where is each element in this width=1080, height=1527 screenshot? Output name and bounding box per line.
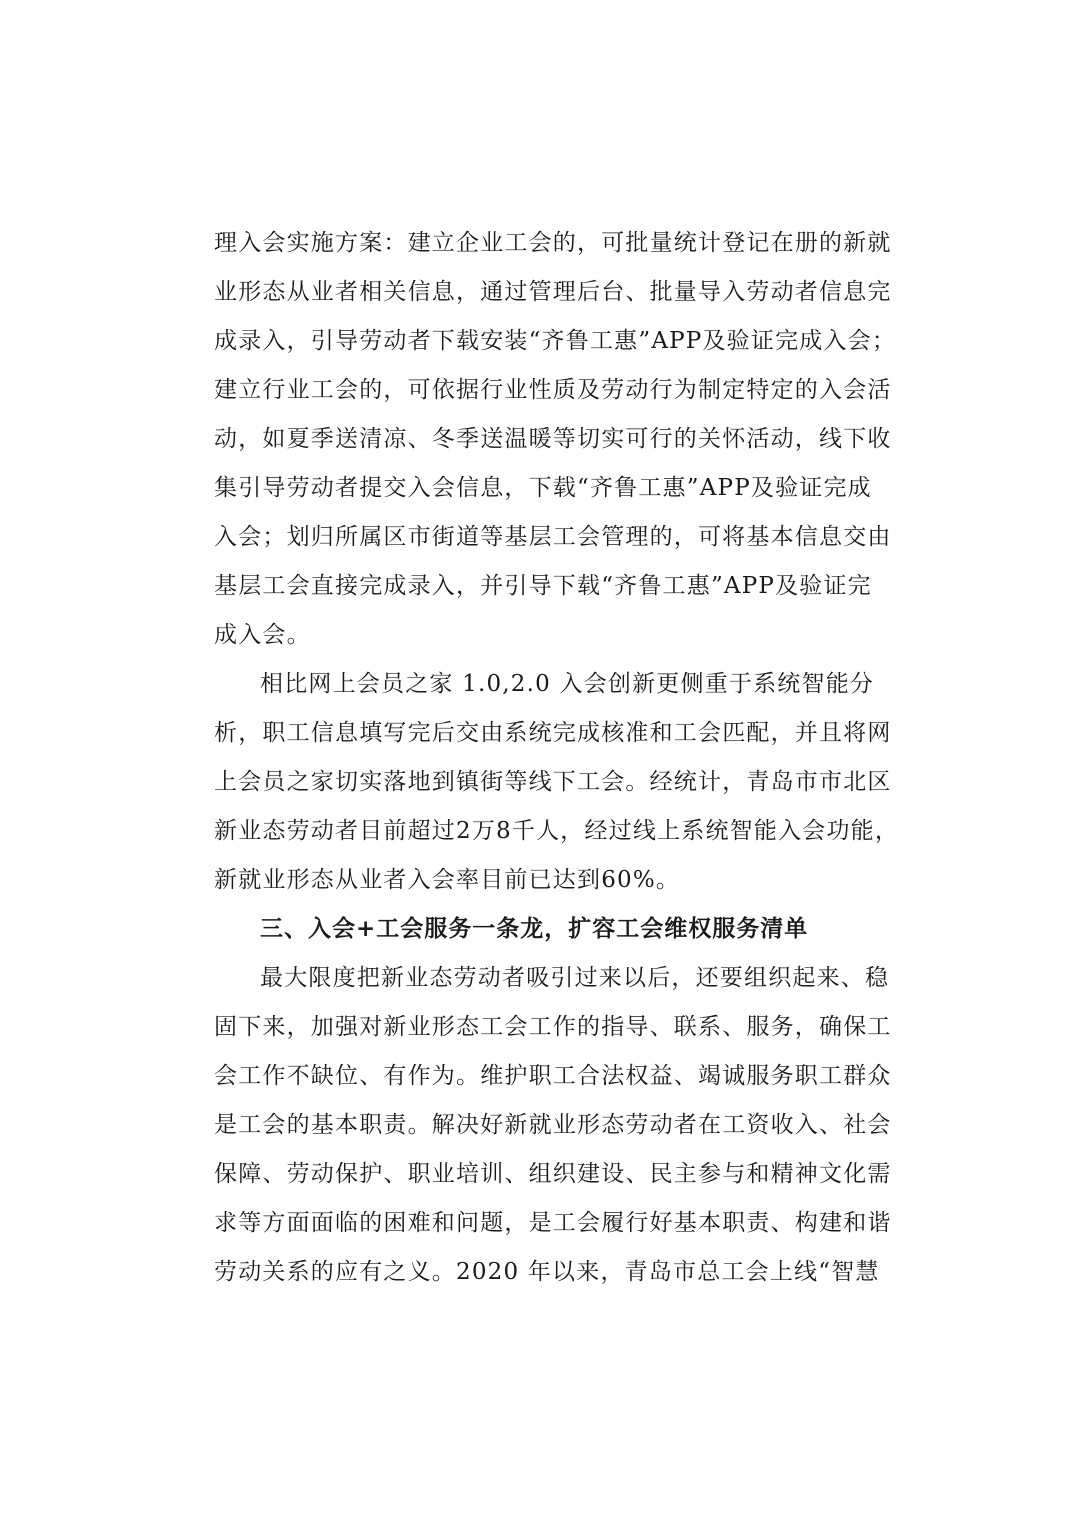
text-line: 新就业形态从业者入会率目前已达到60%。 — [214, 867, 681, 893]
document-page — [214, 219, 900, 1297]
section-heading: 三、入会+工会服务一条龙，扩容工会维权服务清单 — [260, 916, 809, 942]
text-line: 是工会的基本职责。解决好新就业形态劳动者在工资收入、社会 — [214, 1112, 892, 1138]
text-line: 成录入，引导劳动者下载安装“齐鲁工惠”APP及验证完成入会； — [214, 328, 897, 354]
text-line: 业形态从业者相关信息，通过管理后台、批量导入劳动者信息完 — [214, 279, 892, 305]
text-line: 成入会。 — [214, 622, 311, 648]
text-line: 集引导劳动者提交入会信息，下载“齐鲁工惠”APP及验证完成 — [214, 475, 872, 501]
text-line: 保障、劳动保护、职业培训、组织建设、民主参与和精神文化需 — [214, 1161, 892, 1187]
text-line: 新业态劳动者目前超过2万8千人，经过线上系统智能入会功能， — [214, 818, 900, 844]
text-line: 基层工会直接完成录入，并引导下载“齐鲁工惠”APP及验证完 — [214, 573, 872, 599]
text-line: 入会；划归所属区市街道等基层工会管理的，可将基本信息交由 — [214, 524, 892, 550]
text-line: 析，职工信息填写完后交由系统完成核准和工会匹配，并且将网 — [214, 720, 892, 746]
text-line: 相比网上会员之家 1.0,2.0 入会创新更侧重于系统智能分 — [260, 671, 875, 697]
text-line: 最大限度把新业态劳动者吸引过来以后，还要组织起来、稳 — [260, 965, 890, 991]
text-line: 劳动关系的应有之义。2020 年以来，青岛市总工会上线“智慧 — [214, 1259, 880, 1285]
text-line: 建立行业工会的，可依据行业性质及劳动行为制定特定的入会活 — [214, 377, 892, 403]
paragraph-2 — [214, 660, 900, 905]
paragraph-3 — [214, 954, 892, 1297]
text-line: 固下来，加强对新业形态工会工作的指导、联系、服务，确保工 — [214, 1014, 892, 1040]
text-line: 理入会实施方案：建立企业工会的，可批量统计登记在册的新就 — [214, 230, 892, 256]
paragraph-1 — [214, 219, 897, 660]
text-line: 上会员之家切实落地到镇街等线下工会。经统计，青岛市市北区 — [214, 769, 892, 795]
text-line: 求等方面面临的困难和问题，是工会履行好基本职责、构建和谐 — [214, 1210, 892, 1236]
text-line: 动，如夏季送清凉、冬季送温暖等切实可行的关怀活动，线下收 — [214, 426, 892, 452]
text-line: 会工作不缺位、有作为。维护职工合法权益、竭诚服务职工群众 — [214, 1063, 892, 1089]
